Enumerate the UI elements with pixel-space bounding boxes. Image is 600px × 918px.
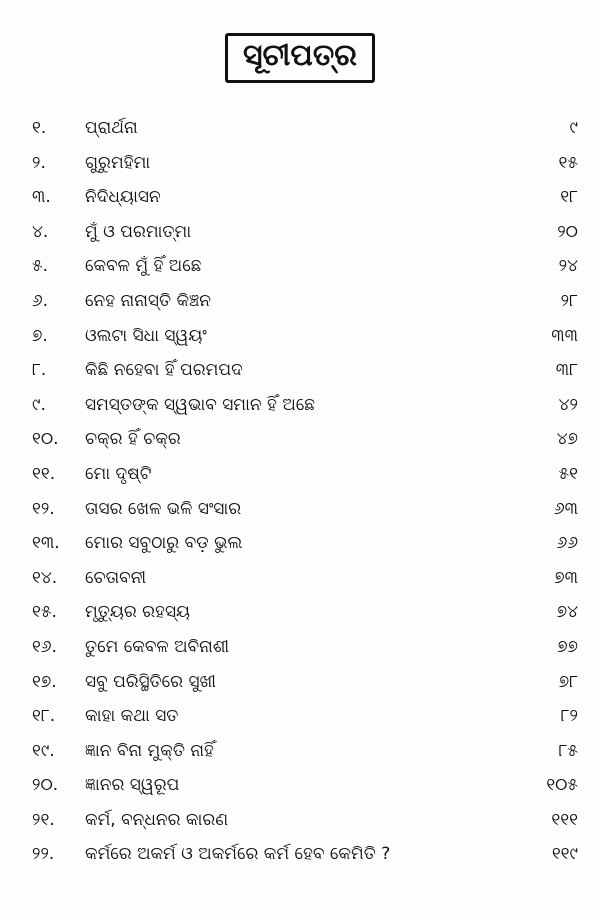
- toc-entry-number: ୭.: [32, 325, 48, 346]
- toc-entry: [0, 320, 600, 355]
- toc-entry-number: ୨.: [32, 152, 46, 173]
- toc-entry-title: କିଛି ନହେବା ହିଁ ପରମପଦ: [85, 360, 243, 381]
- toc-entry-page: ୭୮: [558, 671, 578, 692]
- toc-entry-page: ୬୬: [556, 533, 578, 554]
- toc-entry-number: ୧୭.: [32, 671, 57, 692]
- toc-entry-number: ୧୬.: [32, 636, 57, 657]
- toc-entry-page: ୮୨: [560, 706, 578, 727]
- toc-entry-number: ୧୪.: [32, 567, 58, 588]
- toc-entry-page: ୪୨: [558, 394, 578, 415]
- toc-entry-page: ୧୧୯: [551, 844, 578, 865]
- toc-entry-number: ୫.: [32, 256, 49, 277]
- table-of-contents: [0, 112, 600, 873]
- toc-entry: [0, 354, 600, 389]
- toc-entry-page: ୧୧୧: [551, 809, 578, 830]
- toc-entry: [0, 666, 600, 701]
- toc-entry-number: ୨୧.: [32, 809, 55, 830]
- toc-entry-number: ୧୦.: [32, 429, 59, 450]
- toc-entry: [0, 112, 600, 147]
- toc-entry-title: ତାସର ଖେଳ ଭଳି ସଂସାର: [85, 498, 242, 519]
- toc-entry: [0, 181, 600, 216]
- toc-entry-page: ୭୪: [556, 602, 578, 623]
- toc-entry: [0, 389, 600, 424]
- toc-entry-title: ତୁମେ କେବଳ ଅବିନାଶୀ: [85, 636, 230, 657]
- toc-entry-page: ୧୦୫: [546, 775, 578, 796]
- toc-entry-page: ୨୪: [558, 256, 578, 277]
- toc-entry-title: କାହା କଥା ସତ: [85, 706, 179, 727]
- toc-entry-title: ମୋ ଦୃଷ୍ଟି: [85, 463, 152, 484]
- toc-entry-number: ୨୨.: [32, 844, 55, 865]
- toc-entry-page: ୩୮: [555, 360, 578, 381]
- toc-entry-number: ୧.: [32, 118, 47, 138]
- title-wrapper: [0, 33, 600, 83]
- toc-entry-number: ୩.: [32, 187, 51, 208]
- toc-entry-number: ୬.: [32, 290, 49, 311]
- toc-entry-number: ୧୫.: [32, 602, 57, 623]
- toc-entry-page: ୧୫: [558, 152, 578, 173]
- toc-entry-number: ୮.: [32, 360, 47, 381]
- toc-entry-title: ନେହ ନାନାସ୍ତି କିଞ୍ଚନ: [85, 290, 212, 311]
- toc-entry-title: ଚକ୍ର ହିଁ ଚକ୍ର: [85, 429, 181, 450]
- toc-entry-number: ୧୯.: [32, 740, 55, 761]
- toc-entry: [0, 562, 600, 597]
- toc-entry: [0, 596, 600, 631]
- toc-entry: [0, 769, 600, 804]
- toc-entry: [0, 285, 600, 320]
- toc-entry-title: ମୃତ୍ୟୁର ରହସ୍ୟ: [85, 602, 191, 623]
- toc-entry-number: ୧୧.: [32, 463, 56, 484]
- toc-entry-title: ସମସ୍ତଙ୍କ ସ୍ୱଭାବ ସମାନ ହିଁ ଅଛେ: [85, 394, 316, 415]
- toc-entry-title: ପ୍ରାର୍ଥନା: [85, 118, 138, 138]
- toc-entry-title: ଓଲଟା ସିଧା ସ୍ୱୟଂ: [85, 325, 207, 346]
- toc-entry-title: ମୋର ସବୁଠାରୁ ବଡ଼ ଭୁଲ: [85, 533, 243, 554]
- toc-entry: [0, 493, 600, 528]
- toc-entry: [0, 735, 600, 770]
- toc-entry-page: ୯: [569, 118, 578, 138]
- toc-entry-page: ୨୮: [560, 290, 578, 311]
- toc-entry-page: ୩୩: [551, 325, 578, 346]
- toc-entry-title: ସବୁ ପରିସ୍ଥିତିରେ ସୁଖୀ: [85, 671, 216, 692]
- toc-entry-page: ୪୭: [556, 429, 578, 450]
- toc-entry: [0, 216, 600, 251]
- toc-entry: [0, 458, 600, 493]
- toc-entry-title: ଚେତାବନୀ: [85, 567, 147, 588]
- toc-entry-page: ୭୩: [554, 567, 578, 588]
- toc-entry-title: ନିଦିଧ୍ୟାସନ: [85, 187, 161, 208]
- toc-entry-title: କର୍ମ, ବନ୍ଧନର କାରଣ: [85, 809, 229, 830]
- toc-entry: [0, 838, 600, 873]
- title-box: [225, 33, 375, 83]
- toc-entry-number: ୨୦.: [32, 775, 59, 796]
- toc-entry-title: ଜ୍ଞାନର ସ୍ୱରୂପ: [85, 775, 180, 796]
- toc-entry: [0, 527, 600, 562]
- toc-entry: [0, 250, 600, 285]
- toc-entry-title: କର୍ମରେ ଅକର୍ମ ଓ ଅକର୍ମରେ କର୍ମ ହେବ କେମିତି ?: [85, 844, 391, 865]
- toc-entry-number: ୪.: [32, 221, 49, 242]
- toc-entry-number: ୧୨.: [32, 498, 55, 519]
- toc-entry-title: ଗୁରୁମହିମା: [85, 152, 151, 173]
- toc-entry-page: ୧୮: [560, 187, 578, 208]
- toc-entry-title: ମୁଁ ଓ ପରମାତ୍ମା: [85, 221, 192, 242]
- toc-entry: [0, 423, 600, 458]
- toc-entry: [0, 147, 600, 182]
- toc-entry-page: ୮୫: [558, 740, 578, 761]
- toc-entry-number: ୧୩.: [32, 533, 60, 554]
- toc-entry-page: ୫୧: [558, 463, 578, 484]
- toc-entry-page: ୬୩: [553, 498, 578, 519]
- toc-entry-title: ଜ୍ଞାନ ବିନା ମୁକ୍ତି ନାହିଁ: [85, 740, 214, 761]
- toc-entry-number: ୯.: [32, 394, 46, 415]
- toc-entry-page: ୨୦: [557, 221, 578, 242]
- page-title: ସୂଚୀପତ୍ର: [243, 38, 357, 73]
- toc-entry-page: ୭୭: [557, 636, 578, 657]
- toc-entry: [0, 804, 600, 839]
- toc-entry: [0, 631, 600, 666]
- toc-entry-title: କେବଳ ମୁଁ ହିଁ ଅଛେ: [85, 256, 202, 277]
- toc-entry-number: ୧୮.: [32, 706, 56, 727]
- toc-entry: [0, 700, 600, 735]
